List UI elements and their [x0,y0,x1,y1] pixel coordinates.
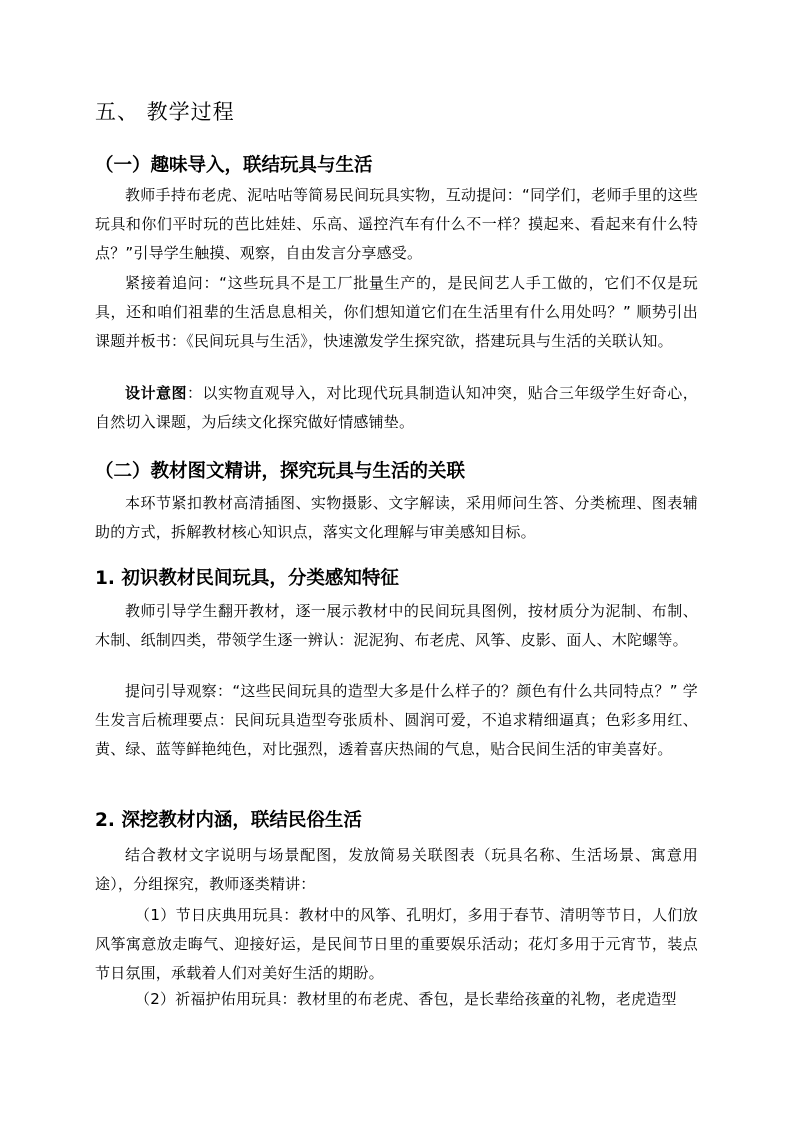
paragraph: 教师手持布老虎、泥咕咕等简易民间玩具实物，互动提问：“同学们，老师手里的这些玩具和你们平时玩的芭比娃娃、乐高、遥控汽车有什么不一样？摸起来、看起来有什么特点？”引导学生触摸、观察，自由发言分享感受。 [95,186,698,262]
paragraph: 结合教材文字说明与场景配图，发放简易关联图表（玩具名称、生活场景、寓意用途），分组探究，教师逐类精讲： [95,846,698,893]
paragraph: 紧接着追问：“这些玩具不是工厂批量生产的，是民间艺人手工做的，它们不仅是玩具，还和咱们祖辈的生活息息相关，你们想知道它们在生活里有什么用处吗？” 顺势引出课题并板书：《民间玩具与生活》，快速激发学生探究欲，搭建玩具与生活的关联认知。 [95,274,698,350]
paragraph: 本环节紧扣教材高清插图、实物摄影、文字解读，采用师问生答、分类梳理、图表辅助的方式，拆解教材核心知识点，落实文化理解与审美感知目标。 [95,494,698,541]
paragraph: 教师引导学生翻开教材，逐一展示教材中的民间玩具图例，按材质分为泥制、布制、木制、纸制四类，带领学生逐一辨认：泥泥狗、布老虎、风筝、皮影、面人、木陀螺等。 [95,602,698,649]
subsection-title-1: （一）趣味导入，联结玩具与生活 [95,155,373,176]
design-intent-paragraph [95,379,698,437]
list-item: （2）祈福护佑用玩具：教材里的布老虎、香包，是长辈给孩童的礼物，老虎造型 [135,990,677,1008]
design-intent-label: 设计意图 [125,384,187,402]
subsection-title-4: 2. 深挖教材内涵，联结民俗生活 [95,810,362,831]
section-title: 五、 教学过程 [95,100,235,124]
paragraph: 提问引导观察：“这些民间玩具的造型大多是什么样子的？颜色有什么共同特点？” 学生发言后梳理要点：民间玩具造型夸张质朴、圆润可爱，不追求精细逼真；色彩多用红、黄、绿、蓝等鲜艳纯色，对比强烈，透着喜庆热闹的气息，贴合民间生活的审美喜好。 [95,682,698,758]
list-item: （1）节日庆典用玩具：教材中的风筝、孔明灯，多用于春节、清明等节日，人们放风筝寓意放走晦气、迎接好运，是民间节日里的重要娱乐活动；花灯多用于元宵节，装点节日氛围，承载着人们对美好生活的期盼。 [95,906,698,982]
design-intent-text: ：以实物直观导入，对比现代玩具制造认知冲突，贴合三年级学生好奇心，自然切入课题，为后续文化探究做好情感铺垫。 [95,384,698,431]
subsection-title-2: （二）教材图文精讲，探究玩具与生活的关联 [95,461,466,482]
subsection-title-3: 1. 初识教材民间玩具，分类感知特征 [95,568,399,589]
